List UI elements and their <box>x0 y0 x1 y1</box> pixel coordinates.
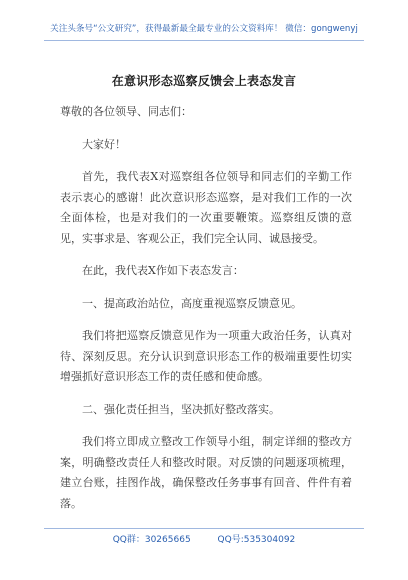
header-banner: 关注头条号“公文研究”，获得最新最全最专业的公文资料库！ 微信：gongwenyj <box>50 24 358 34</box>
paragraph: 首先，我代表X对巡察组各位领导和同志们的辛勤工作表示衷心的感谢！此次意识形态巡察，是对我们工作的一次全面体检，也是对我们的一次重要鞭策。巡察组反馈的意见，实事求是、客观公正，我们完全认同、诚恳接受。 <box>60 170 352 245</box>
paragraph: 在此，我代表X作如下表态发言： <box>82 264 244 277</box>
salutation: 尊敬的各位领导、同志们： <box>60 105 192 118</box>
paragraph: 我们将把巡察反馈意见作为一项重大政治任务，认真对待、深刻反思。充分认识到意识形态工作的极端重要性切实增强抓好意识形态工作的责任感和使命感。 <box>60 329 352 383</box>
paragraph: 我们将立即成立整改工作领导小组，制定详细的整改方案，明确整改责任人和整改时限。对反馈的问题逐项梳理，建立台账，挂图作战，确保整改任务事事有回音、件件有着落。 <box>60 435 352 510</box>
greeting: 大家好！ <box>82 137 126 151</box>
footer-qq-group: QQ群：30265665 <box>112 535 191 545</box>
footer-divider <box>44 528 364 529</box>
document-body <box>60 102 352 526</box>
footer <box>0 532 408 545</box>
section-heading: 一、提高政治站位，高度重视巡察反馈意见。 <box>82 296 302 310</box>
section-heading: 二、强化责任担当，坚决抓好整改落实。 <box>82 402 280 416</box>
header-divider <box>44 40 364 41</box>
document-title: 在意识形态巡察反馈会上表态发言 <box>111 74 297 88</box>
footer-qq-number: QQ号:535304092 <box>217 535 296 545</box>
